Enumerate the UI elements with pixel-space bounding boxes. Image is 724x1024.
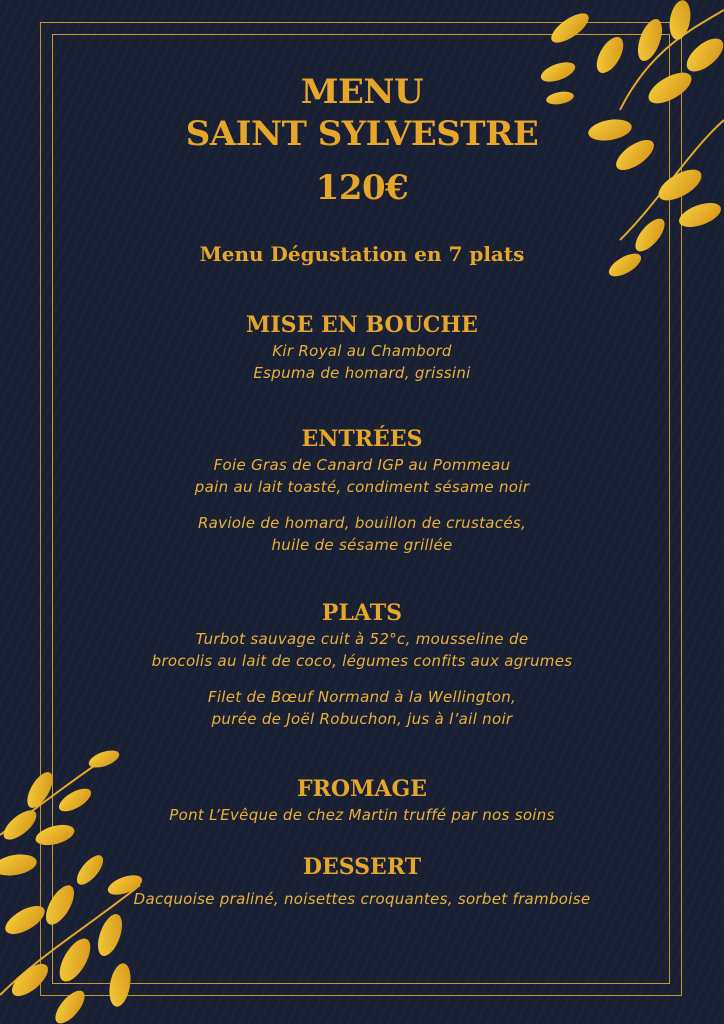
section-title: DESSERT [302,854,422,880]
menu-item-line: Turbot sauvage cuit à 52°c, mousseline de [195,630,529,648]
section-title: PLATS [321,600,403,626]
menu-subtitle: Menu Dégustation en 7 plats [199,242,525,266]
section-entrees [0,426,724,556]
section-dessert [0,854,724,910]
menu-item [0,512,724,556]
menu-item-line: pain au lait toasté, condiment sésame noir [194,478,530,496]
menu-item-line: Raviole de homard, bouillon de crustacés, [197,514,527,532]
section-title: ENTRÉES [301,426,423,452]
section-title: FROMAGE [296,776,428,802]
section-plats [0,600,724,730]
menu-item [0,686,724,730]
menu-event-title: SAINT SYLVESTRE [185,114,539,154]
menu-item [0,804,724,826]
menu-item [0,628,724,672]
menu-title: MENU [300,72,424,112]
menu-item-line: brocolis au lait de coco, légumes confits aux agrumes [151,652,573,670]
menu-item [0,888,724,910]
menu-item-line: Pont L’Evêque de chez Martin truffé par nos soins [169,806,555,824]
menu-item-line: Filet de Bœuf Normand à la Wellington, [207,688,517,706]
menu-item [0,340,724,384]
menu-item-line: huile de sésame grillée [271,536,453,554]
section-fromage [0,776,724,826]
section-mise-en-bouche [0,312,724,384]
menu-price: 120€ [315,168,409,208]
menu-item-line: Espuma de homard, grissini [253,364,471,382]
menu-item-line: Kir Royal au Chambord [272,342,452,360]
menu-item-line: purée de Joël Robuchon, jus à l’ail noir [211,710,513,728]
section-title: MISE EN BOUCHE [246,312,478,338]
menu-item [0,454,724,498]
menu-item-line: Foie Gras de Canard IGP au Pommeau [213,456,511,474]
menu-item-line: Dacquoise praliné, noisettes croquantes, sorbet framboise [133,890,591,908]
